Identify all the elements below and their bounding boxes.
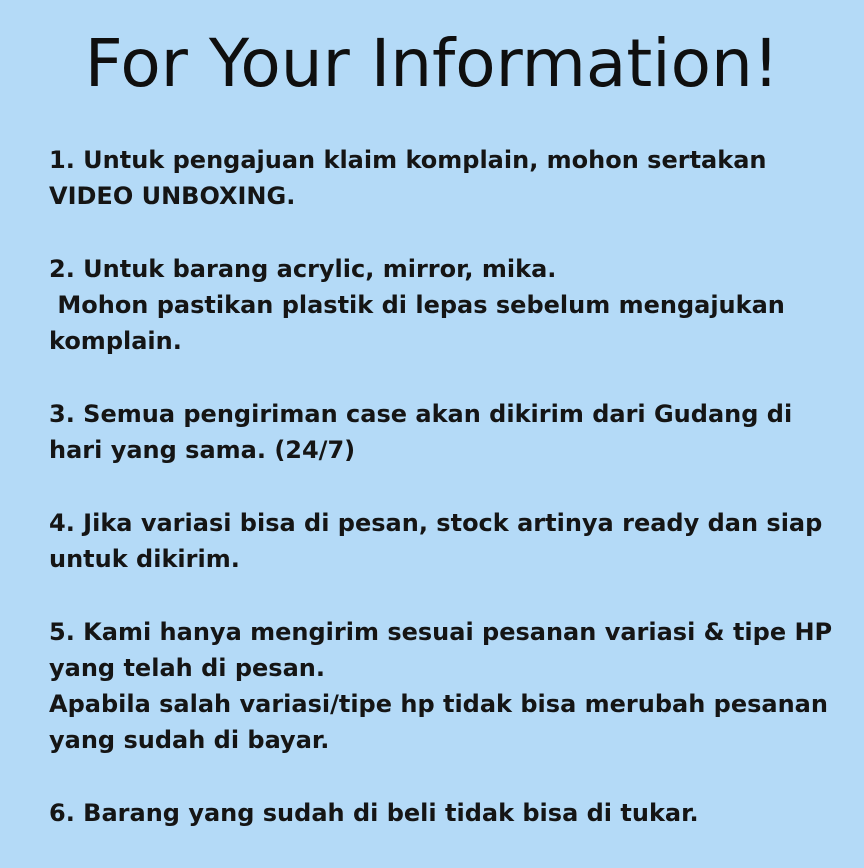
notice-line: VIDEO UNBOXING.	[49, 182, 296, 210]
notice-line: komplain.	[49, 327, 182, 355]
notice-item-6	[49, 795, 849, 831]
notice-list	[49, 142, 849, 868]
notice-line: yang sudah di bayar.	[49, 726, 330, 754]
notice-item-1	[49, 142, 849, 214]
notice-line: yang telah di pesan.	[49, 654, 325, 682]
notice-line: Mohon pastikan plastik di lepas sebelum mengajukan	[49, 291, 785, 319]
notice-line: untuk dikirim.	[49, 545, 240, 573]
notice-item-5	[49, 614, 849, 758]
notice-line: Apabila salah variasi/tipe hp tidak bisa merubah pesanan	[49, 690, 828, 718]
notice-line: hari yang sama. (24/7)	[49, 436, 356, 464]
notice-line: 3. Semua pengiriman case akan dikirim dari Gudang di	[49, 400, 793, 428]
notice-item-3	[49, 396, 849, 468]
notice-line: 5. Kami hanya mengirim sesuai pesanan variasi & tipe HP	[49, 618, 833, 646]
notice-line: 6. Barang yang sudah di beli tidak bisa di tukar.	[49, 799, 699, 827]
page-title: For Your Information!	[84, 25, 780, 102]
notice-item-2	[49, 251, 849, 359]
notice-line: 4. Jika variasi bisa di pesan, stock artinya ready dan siap	[49, 509, 823, 537]
notice-line: 1. Untuk pengajuan klaim komplain, mohon sertakan	[49, 146, 767, 174]
notice-line: 2. Untuk barang acrylic, mirror, mika.	[49, 255, 557, 283]
notice-item-4	[49, 505, 849, 577]
